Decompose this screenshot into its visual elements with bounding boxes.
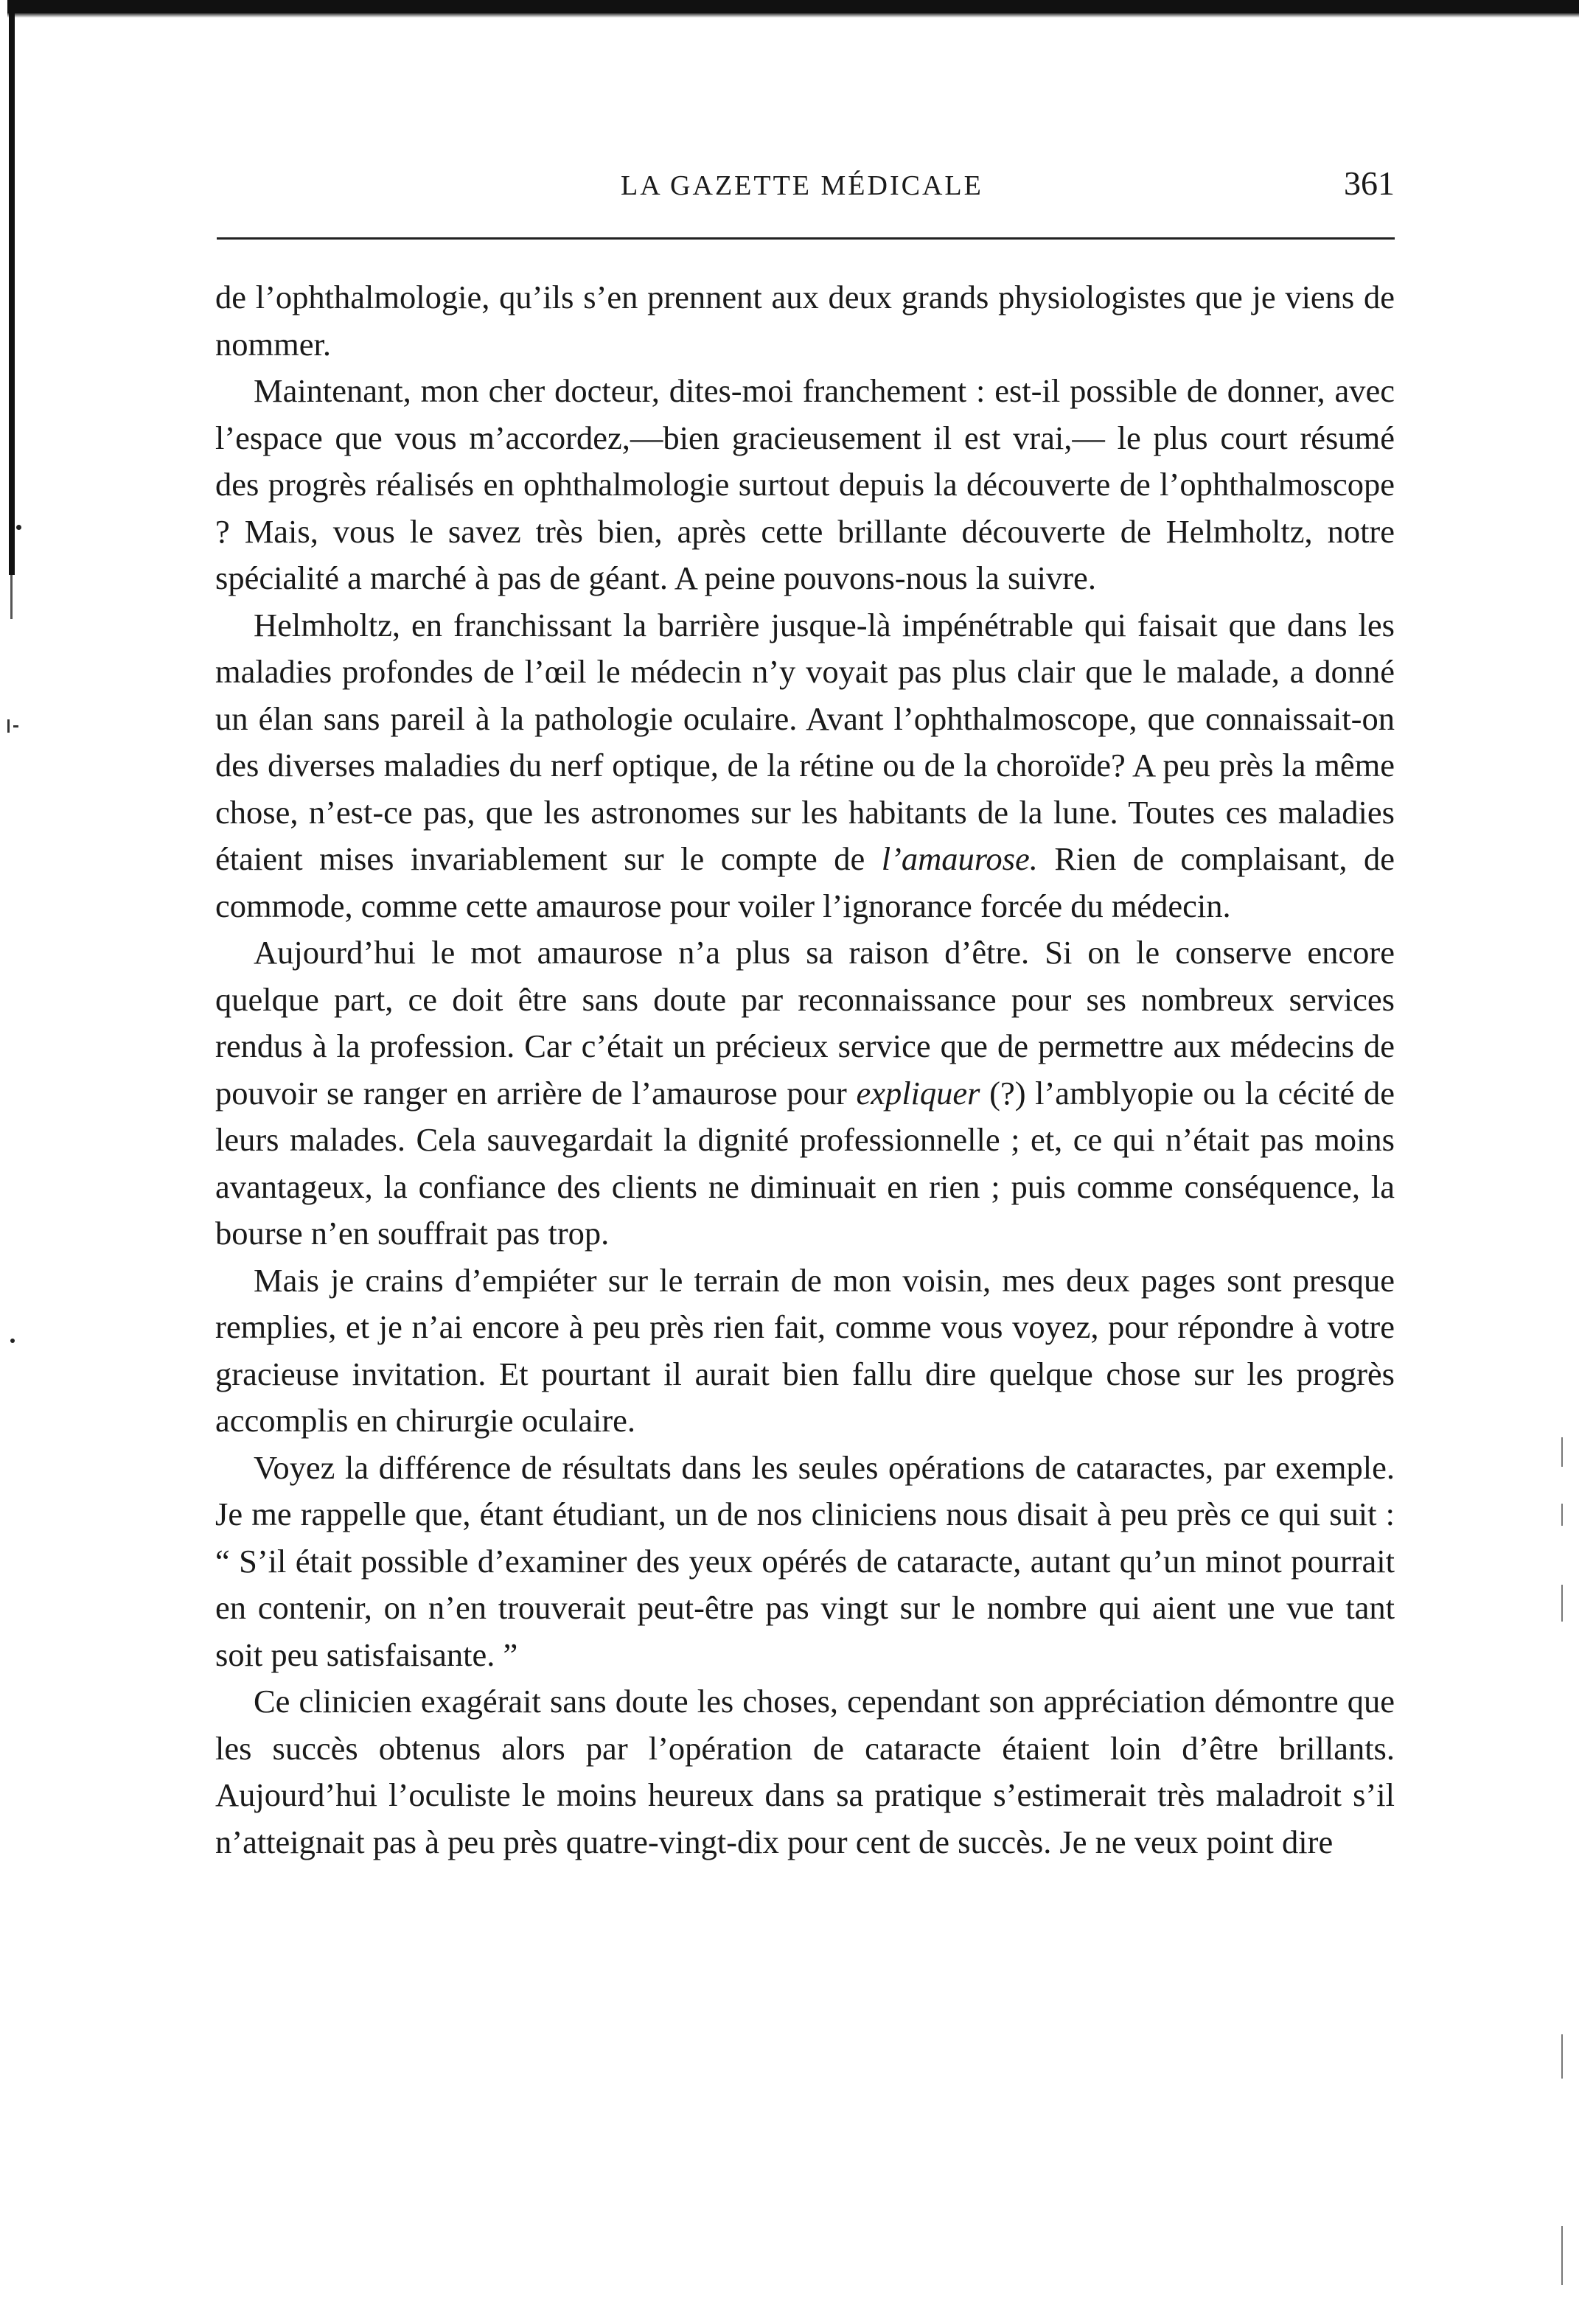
paragraph-text: Ce clinicien exagérait sans doute les choses, cependant son appréciation démontre que les succès obtenus alors par l’opération de cataracte étaient loin d’être brillants. Aujourd’hui l’oculiste le moins heureux dans sa pratique s’estimerait très maladroit s’il n’atteignait pas à peu près quatre-vingt-dix pour cent de succès. Je ne veux point dire: [215, 1683, 1395, 1860]
italic-term: expliquer: [856, 1074, 980, 1112]
paragraph-text: (?) l’amblyopie ou la cécité de leurs malades. Cela sauvegardait la dignité professionnelle ; et, ce qui n’était pas moins avantageux, la confiance des clients ne diminuait en rien ; puis comme conséquence, la bourse n’en souffrait pas trop.: [215, 1074, 1395, 1252]
paragraph: [215, 602, 1395, 930]
margin-speck: [10, 1339, 15, 1343]
margin-speck: [1561, 1504, 1563, 1526]
running-title: LA GAZETTE MÉDICALE: [621, 170, 983, 201]
scan-border-left: [9, 0, 15, 575]
scan-border-top: [7, 0, 1579, 13]
margin-speck: [13, 725, 18, 727]
page-number: 361: [1344, 164, 1395, 202]
paragraph-text: de l’ophthalmologie, qu’ils s’en prennent aux deux grands physiologistes que je viens de nommer.: [215, 279, 1395, 363]
header-rule: [217, 237, 1395, 240]
margin-speck: [1561, 2226, 1563, 2285]
paragraph: [215, 368, 1395, 602]
margin-speck: [16, 525, 21, 530]
paragraph: [215, 1257, 1395, 1445]
paragraph: [215, 929, 1395, 1257]
page: [215, 162, 1395, 1860]
paragraph-text: Voyez la différence de résultats dans les seules opérations de cataractes, par exemple. Je me rappelle que, étant étudiant, un de nos cliniciens nous disait à peu près ce qui suit : “ S’il était possible d’examiner des yeux opérés de cataracte, autant qu’un minot pourrait en contenir, on n’en trouverait peut-être pas vingt sur le nombre qui aient une vue tant soit peu satisfaisante. ”: [215, 1448, 1395, 1673]
margin-speck: [1561, 1437, 1563, 1467]
margin-speck: [1561, 2034, 1563, 2079]
paragraph: [215, 274, 1395, 368]
margin-speck: [7, 719, 10, 733]
margin-speck: [1561, 1585, 1563, 1622]
paragraph-text: Helmholtz, en franchissant la barrière jusque-là impénétrable qui faisait que dans les maladies profondes de l’œil le médecin n’y voyait pas plus clair que le malade, a donné un élan sans pareil à la pathologie oculaire. Avant l’ophthalmoscope, que connaissait-on des diverses maladies du nerf optique, de la rétine ou de la choroïde? A peu près la même chose, n’est-ce pas, que les astronomes sur les habitants de la lune. Toutes ces maladies étaient mises invariablement sur le compte de: [215, 606, 1395, 877]
paragraph-text: Aujourd’hui le mot amaurose n’a plus sa raison d’être. Si on le conserve encore quelque part, ce doit être sans doute par reconnaissance pour ses nombreux services rendus à la profession. Car c’était un précieux service que de permettre aux médecins de pouvoir se ranger en arrière de l’amaurose pour: [215, 934, 1395, 1112]
paragraph-text: Rien de complaisant, de commode, comme cette amaurose pour voiler l’ignorance forcée du médecin.: [215, 840, 1395, 924]
paragraph: [215, 1678, 1395, 1866]
paragraph-text: Mais je crains d’empiéter sur le terrain de mon voisin, mes deux pages sont presque remplies, et je n’ai encore à peu près rien fait, comme vous voyez, pour répondre à votre gracieuse invitation. Et pourtant il aurait bien fallu dire quelque chose sur les progrès accomplis en chirurgie oculaire.: [215, 1261, 1395, 1439]
paragraph-text: Maintenant, mon cher docteur, dites-moi franchement : est-il possible de donner, avec l’espace que vous m’accordez,—bien gracieusement il est vrai,— le plus court résumé des progrès réalisés en ophthalmologie surtout depuis la découverte de l’ophthalmoscope ? Mais, vous le savez très bien, après cette brillante découverte de Helmholtz, notre spécialité a marché à pas de géant. A peine pouvons-nous la suivre.: [215, 372, 1395, 596]
body-text: [215, 274, 1395, 1866]
page-header: [215, 162, 1395, 214]
italic-term: l’amaurose.: [881, 840, 1038, 877]
scan-border-left-fade: [10, 575, 13, 619]
paragraph: [215, 1445, 1395, 1679]
